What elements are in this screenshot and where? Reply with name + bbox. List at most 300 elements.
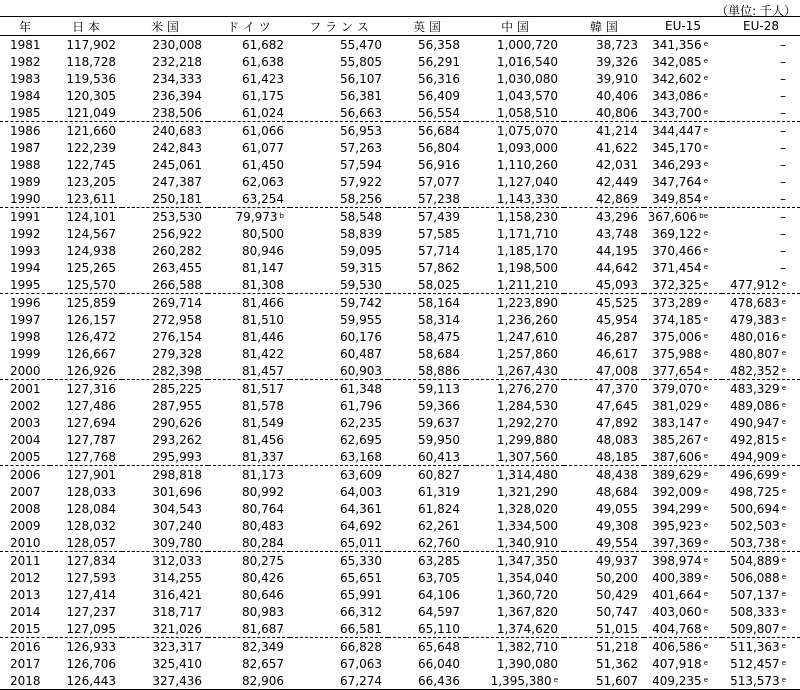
- cell-eu15: [644, 208, 722, 226]
- cell-eu28: [722, 431, 800, 448]
- cell-us: [122, 173, 208, 190]
- cell-france: [290, 259, 388, 276]
- table-row: [0, 190, 800, 208]
- cell-value: 57,439: [418, 209, 460, 224]
- cell-eu15: [644, 70, 722, 87]
- unit-note: （単位: 千人）: [716, 4, 796, 18]
- cell-value: 479,383: [730, 313, 780, 327]
- cell-value: 58,314: [418, 312, 460, 327]
- cell-us: [122, 362, 208, 380]
- cell-value: 61,423: [242, 71, 284, 86]
- cell-japan: [50, 345, 122, 362]
- cell-korea: [564, 552, 644, 570]
- cell-china: [466, 672, 564, 690]
- table-row: [0, 362, 800, 380]
- cell-value: 59,950: [418, 432, 460, 447]
- cell-france: [290, 208, 388, 226]
- table-row: [0, 70, 800, 87]
- cell-value: 314,255: [152, 570, 202, 585]
- cell-value: 1,043,570: [496, 88, 558, 103]
- cell-value: 312,033: [152, 553, 202, 568]
- cell-value: 1,198,500: [496, 260, 558, 275]
- cell-value: 282,398: [152, 363, 202, 378]
- cell-japan: [50, 517, 122, 534]
- cell-germany: [208, 552, 290, 570]
- cell-value: 1,354,040: [496, 570, 558, 585]
- footnote-mark: e: [781, 521, 786, 529]
- cell-germany: [208, 36, 290, 54]
- cell-value: 341,356: [652, 38, 702, 52]
- cell-value: 1,110,260: [496, 157, 558, 172]
- cell-value: 1999: [10, 346, 41, 361]
- cell-value: 1,367,820: [496, 604, 558, 619]
- footnote-mark: e: [703, 573, 708, 581]
- cell-value: 1989: [10, 174, 41, 189]
- cell-us: [122, 259, 208, 276]
- table-row: [0, 104, 800, 122]
- footnote-mark: e: [703, 126, 708, 134]
- cell-eu15: [644, 672, 722, 690]
- cell-value: 62,261: [418, 518, 460, 533]
- cell-value: 2005: [10, 449, 41, 464]
- cell-us: [122, 225, 208, 242]
- cell-eu15: [644, 225, 722, 242]
- cell-year: [0, 87, 50, 104]
- cell-france: [290, 242, 388, 259]
- cell-value: 47,892: [596, 415, 638, 430]
- cell-value: 1,075,070: [496, 123, 558, 138]
- cell-year: [0, 173, 50, 190]
- cell-us: [122, 104, 208, 122]
- cell-value: 49,554: [596, 535, 638, 550]
- cell-eu15: [644, 259, 722, 276]
- cell-value: 58,025: [418, 277, 460, 292]
- cell-eu15: [644, 345, 722, 362]
- cell-value: 2015: [10, 621, 41, 636]
- cell-value: 342,602: [652, 72, 702, 86]
- cell-germany: [208, 431, 290, 448]
- cell-value: 56,804: [418, 140, 460, 155]
- cell-value: 508,333: [730, 605, 780, 619]
- cell-value: 383,147: [652, 416, 702, 430]
- cell-value: 51,362: [596, 656, 638, 671]
- cell-japan: [50, 638, 122, 656]
- table-row: [0, 36, 800, 54]
- cell-korea: [564, 139, 644, 156]
- cell-value: 49,055: [596, 501, 638, 516]
- cell-year: [0, 156, 50, 173]
- cell-eu15: [644, 586, 722, 603]
- cell-us: [122, 242, 208, 259]
- cell-japan: [50, 139, 122, 156]
- cell-eu28: [722, 122, 800, 140]
- footnote-mark: e: [703, 91, 708, 99]
- cell-value: 1987: [10, 140, 41, 155]
- table-row: [0, 517, 800, 534]
- cell-value: 1,292,270: [496, 415, 558, 430]
- cell-value: 1997: [10, 312, 41, 327]
- cell-eu15: [644, 242, 722, 259]
- cell-value: 124,938: [66, 243, 116, 258]
- cell-value: 39,910: [596, 71, 638, 86]
- cell-japan: [50, 328, 122, 345]
- table-row: [0, 397, 800, 414]
- cell-japan: [50, 294, 122, 312]
- cell-uk: [388, 294, 466, 312]
- cell-year: [0, 190, 50, 208]
- cell-uk: [388, 534, 466, 552]
- cell-eu15: [644, 638, 722, 656]
- cell-eu28: [722, 208, 800, 226]
- cell-uk: [388, 552, 466, 570]
- cell-us: [122, 603, 208, 620]
- cell-korea: [564, 362, 644, 380]
- header-korea: 韓 国: [564, 17, 644, 36]
- cell-value: 47,645: [596, 398, 638, 413]
- cell-france: [290, 466, 388, 484]
- footnote-mark: e: [781, 418, 786, 426]
- cell-china: [466, 552, 564, 570]
- cell-year: [0, 104, 50, 122]
- table-row: [0, 448, 800, 466]
- cell-china: [466, 431, 564, 448]
- cell-value: 81,687: [242, 621, 284, 636]
- footnote-mark: e: [703, 298, 708, 306]
- cell-us: [122, 294, 208, 312]
- cell-value: 2008: [10, 501, 41, 516]
- cell-japan: [50, 156, 122, 173]
- cell-value: 2007: [10, 484, 41, 499]
- cell-uk: [388, 517, 466, 534]
- cell-year: [0, 294, 50, 312]
- cell-korea: [564, 328, 644, 345]
- cell-value: –: [780, 54, 786, 69]
- cell-value: 125,265: [66, 260, 116, 275]
- cell-value: 325,410: [152, 656, 202, 671]
- cell-france: [290, 311, 388, 328]
- cell-eu15: [644, 311, 722, 328]
- cell-value: 127,486: [66, 398, 116, 413]
- cell-value: 44,195: [596, 243, 638, 258]
- cell-value: 127,593: [66, 570, 116, 585]
- cell-eu15: [644, 655, 722, 672]
- cell-value: –: [780, 191, 786, 206]
- header-uk: 英 国: [388, 17, 466, 36]
- cell-uk: [388, 104, 466, 122]
- table-row: [0, 569, 800, 586]
- cell-korea: [564, 431, 644, 448]
- cell-eu28: [722, 156, 800, 173]
- cell-value: 397,369: [652, 536, 702, 550]
- cell-value: 65,011: [340, 535, 382, 550]
- cell-value: 61,066: [242, 123, 284, 138]
- cell-value: 126,933: [66, 639, 116, 654]
- cell-year: [0, 534, 50, 552]
- table-row: [0, 53, 800, 70]
- cell-value: 344,447: [652, 124, 702, 138]
- cell-value: 58,839: [340, 226, 382, 241]
- cell-value: 1,328,020: [496, 501, 558, 516]
- cell-value: 276,154: [152, 329, 202, 344]
- cell-value: 343,086: [652, 89, 702, 103]
- cell-year: [0, 483, 50, 500]
- cell-eu15: [644, 139, 722, 156]
- cell-value: 57,077: [418, 174, 460, 189]
- cell-value: 1985: [10, 105, 41, 120]
- cell-korea: [564, 53, 644, 70]
- cell-value: 63,705: [418, 570, 460, 585]
- cell-eu15: [644, 603, 722, 620]
- cell-value: 82,657: [242, 656, 284, 671]
- cell-korea: [564, 294, 644, 312]
- cell-uk: [388, 225, 466, 242]
- cell-value: 42,869: [596, 191, 638, 206]
- footnote-mark: e: [703, 177, 708, 185]
- footnote-mark: e: [781, 538, 786, 546]
- cell-value: 57,714: [418, 243, 460, 258]
- cell-us: [122, 655, 208, 672]
- footnote-mark: e: [703, 659, 708, 667]
- cell-eu28: [722, 466, 800, 484]
- table-row: [0, 259, 800, 276]
- cell-value: 43,296: [596, 209, 638, 224]
- cell-china: [466, 655, 564, 672]
- cell-value: 79,973: [235, 210, 278, 224]
- cell-korea: [564, 655, 644, 672]
- cell-france: [290, 448, 388, 466]
- footnote-mark: e: [703, 676, 708, 684]
- cell-value: 309,780: [152, 535, 202, 550]
- cell-us: [122, 586, 208, 603]
- cell-year: [0, 431, 50, 448]
- cell-eu28: [722, 104, 800, 122]
- table-row: [0, 225, 800, 242]
- cell-uk: [388, 345, 466, 362]
- cell-value: 124,101: [66, 209, 116, 224]
- table-row: [0, 620, 800, 638]
- cell-year: [0, 208, 50, 226]
- cell-value: 1,390,080: [496, 656, 558, 671]
- footnote-mark: e: [703, 487, 708, 495]
- cell-value: 127,316: [66, 381, 116, 396]
- cell-value: 123,611: [66, 191, 116, 206]
- cell-value: 489,086: [730, 399, 780, 413]
- cell-value: 56,381: [340, 88, 382, 103]
- cell-value: 477,912: [730, 278, 780, 292]
- cell-value: 81,147: [242, 260, 284, 275]
- table-row: [0, 586, 800, 603]
- footnote-mark: e: [781, 401, 786, 409]
- cell-germany: [208, 672, 290, 690]
- cell-value: 398,974: [652, 554, 702, 568]
- cell-value: 1,307,560: [496, 449, 558, 464]
- cell-germany: [208, 534, 290, 552]
- cell-value: 2012: [10, 570, 41, 585]
- header-year: 年: [0, 17, 50, 36]
- cell-korea: [564, 87, 644, 104]
- cell-germany: [208, 190, 290, 208]
- cell-japan: [50, 53, 122, 70]
- cell-value: 81,578: [242, 398, 284, 413]
- cell-japan: [50, 466, 122, 484]
- cell-value: 64,361: [340, 501, 382, 516]
- cell-value: 126,443: [66, 673, 116, 688]
- cell-value: 40,406: [596, 88, 638, 103]
- cell-korea: [564, 397, 644, 414]
- cell-uk: [388, 380, 466, 398]
- cell-germany: [208, 87, 290, 104]
- header-germany: ド イ ツ: [208, 17, 290, 36]
- cell-eu28: [722, 414, 800, 431]
- cell-china: [466, 328, 564, 345]
- cell-value: 61,348: [340, 381, 382, 396]
- header-japan: 日 本: [50, 17, 122, 36]
- cell-japan: [50, 208, 122, 226]
- cell-france: [290, 139, 388, 156]
- cell-value: 234,333: [152, 71, 202, 86]
- cell-japan: [50, 552, 122, 570]
- footnote-mark: e: [781, 435, 786, 443]
- cell-value: 81,422: [242, 346, 284, 361]
- cell-uk: [388, 397, 466, 414]
- cell-value: 81,173: [242, 467, 284, 482]
- cell-japan: [50, 276, 122, 294]
- cell-us: [122, 517, 208, 534]
- cell-value: 1992: [10, 226, 41, 241]
- cell-japan: [50, 483, 122, 500]
- cell-eu15: [644, 397, 722, 414]
- table-row: [0, 500, 800, 517]
- cell-value: 82,906: [242, 673, 284, 688]
- cell-value: 125,570: [66, 277, 116, 292]
- cell-uk: [388, 414, 466, 431]
- header-china: 中 国: [466, 17, 564, 36]
- cell-value: 409,235: [652, 674, 702, 688]
- cell-uk: [388, 569, 466, 586]
- cell-value: 304,543: [152, 501, 202, 516]
- cell-value: 242,843: [152, 140, 202, 155]
- cell-value: 50,200: [596, 570, 638, 585]
- cell-value: 65,110: [418, 621, 460, 636]
- cell-value: 1990: [10, 191, 41, 206]
- cell-value: –: [780, 157, 786, 172]
- cell-korea: [564, 122, 644, 140]
- cell-value: 81,466: [242, 295, 284, 310]
- cell-value: 64,003: [340, 484, 382, 499]
- table-row: [0, 328, 800, 345]
- footnote-mark: e: [703, 642, 708, 650]
- cell-value: 404,768: [652, 622, 702, 636]
- cell-value: 401,664: [652, 588, 702, 602]
- cell-france: [290, 70, 388, 87]
- table-row: [0, 122, 800, 140]
- cell-value: 238,506: [152, 105, 202, 120]
- cell-korea: [564, 208, 644, 226]
- cell-eu28: [722, 603, 800, 620]
- cell-value: 1982: [10, 54, 41, 69]
- cell-us: [122, 500, 208, 517]
- cell-value: 1,236,260: [496, 312, 558, 327]
- cell-korea: [564, 70, 644, 87]
- cell-eu28: [722, 139, 800, 156]
- cell-value: 506,088: [730, 571, 780, 585]
- cell-china: [466, 36, 564, 54]
- cell-uk: [388, 431, 466, 448]
- cell-value: 1,321,290: [496, 484, 558, 499]
- cell-germany: [208, 517, 290, 534]
- cell-eu15: [644, 156, 722, 173]
- cell-us: [122, 414, 208, 431]
- header-france: フ ラ ン ス: [290, 17, 388, 36]
- cell-value: 60,176: [340, 329, 382, 344]
- table-row: [0, 276, 800, 294]
- cell-value: 126,926: [66, 363, 116, 378]
- cell-france: [290, 603, 388, 620]
- footnote-mark: e: [703, 452, 708, 460]
- cell-japan: [50, 104, 122, 122]
- cell-france: [290, 156, 388, 173]
- cell-value: 128,033: [66, 484, 116, 499]
- cell-us: [122, 397, 208, 414]
- cell-korea: [564, 36, 644, 54]
- cell-us: [122, 276, 208, 294]
- cell-france: [290, 397, 388, 414]
- cell-year: [0, 620, 50, 638]
- cell-germany: [208, 311, 290, 328]
- cell-eu28: [722, 448, 800, 466]
- cell-france: [290, 225, 388, 242]
- cell-eu15: [644, 87, 722, 104]
- cell-uk: [388, 242, 466, 259]
- cell-uk: [388, 53, 466, 70]
- cell-value: 2010: [10, 535, 41, 550]
- table-row: [0, 431, 800, 448]
- cell-year: [0, 638, 50, 656]
- cell-korea: [564, 672, 644, 690]
- cell-value: 127,787: [66, 432, 116, 447]
- cell-value: 372,325: [652, 278, 702, 292]
- cell-value: 1,247,610: [496, 329, 558, 344]
- cell-value: 81,549: [242, 415, 284, 430]
- cell-value: 128,084: [66, 501, 116, 516]
- cell-value: 2018: [10, 673, 41, 688]
- cell-value: 1,127,040: [496, 174, 558, 189]
- cell-value: 126,667: [66, 346, 116, 361]
- cell-us: [122, 311, 208, 328]
- header-eu15: EU-15: [644, 17, 722, 36]
- cell-value: 272,958: [152, 312, 202, 327]
- cell-germany: [208, 362, 290, 380]
- cell-value: 50,747: [596, 604, 638, 619]
- cell-value: 57,862: [418, 260, 460, 275]
- cell-france: [290, 552, 388, 570]
- cell-value: 63,168: [340, 449, 382, 464]
- cell-eu28: [722, 569, 800, 586]
- cell-value: 385,267: [652, 433, 702, 447]
- cell-china: [466, 242, 564, 259]
- footnote-mark: e: [781, 590, 786, 598]
- table-row: [0, 380, 800, 398]
- cell-value: 128,032: [66, 518, 116, 533]
- cell-japan: [50, 534, 122, 552]
- footnote-mark: e: [703, 246, 708, 254]
- cell-value: 82,349: [242, 639, 284, 654]
- cell-eu28: [722, 500, 800, 517]
- table-row: [0, 139, 800, 156]
- cell-value: 395,923: [652, 519, 702, 533]
- footnote-mark: e: [703, 504, 708, 512]
- footnote-mark: e: [703, 521, 708, 529]
